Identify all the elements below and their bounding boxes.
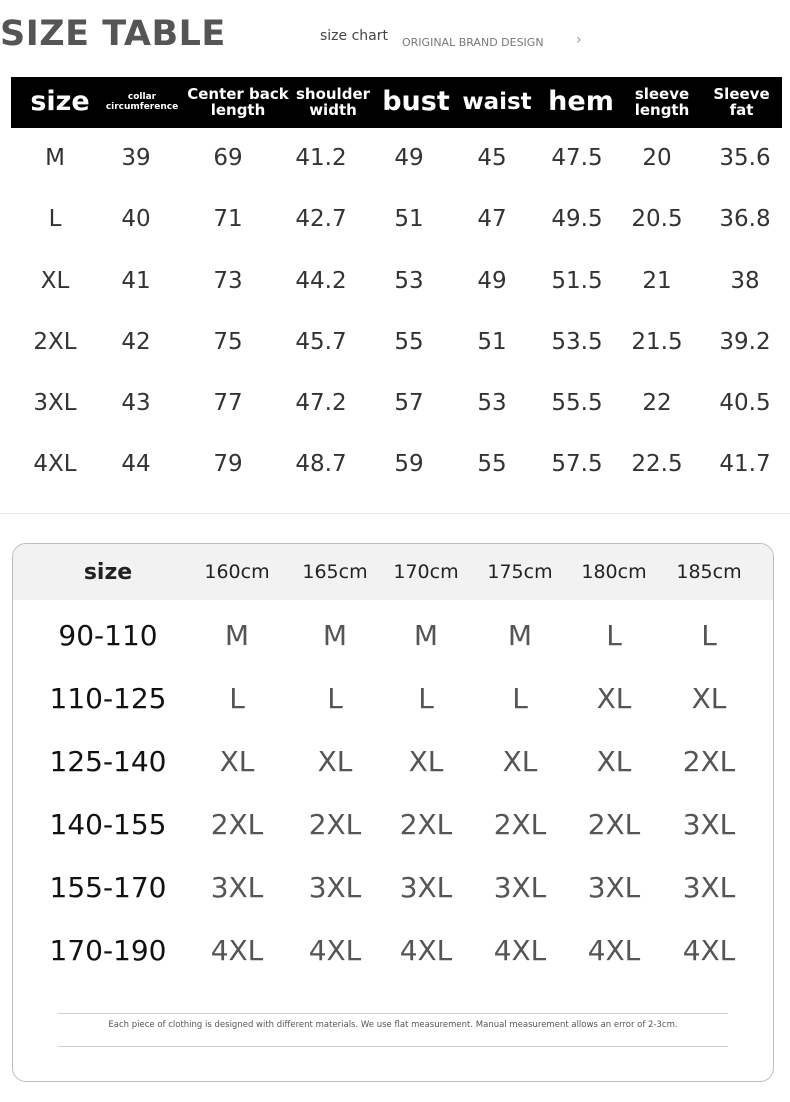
- recommended-size-cell: 2XL: [210, 808, 264, 841]
- recommended-size-cell: M: [322, 619, 348, 652]
- measurement-cell: 35.6: [719, 144, 771, 171]
- column-header-sleeve-length: sleeve length: [634, 84, 690, 119]
- weight-range-cell: 125-140: [49, 745, 167, 778]
- recommended-size-cell: 3XL: [308, 871, 362, 904]
- recommended-size-cell: 4XL: [682, 934, 736, 967]
- recommended-size-cell: 3XL: [493, 871, 547, 904]
- measurement-cell: 49: [477, 267, 507, 294]
- measurement-cell: 55: [394, 328, 424, 355]
- measurement-cell: 41.7: [719, 450, 771, 477]
- measurement-cell: 43: [121, 389, 151, 416]
- measurement-cell: 20.5: [631, 205, 683, 232]
- measurement-cell: 51: [394, 205, 424, 232]
- recommendation-table-header: [13, 544, 773, 600]
- table-row: [0, 250, 790, 311]
- size-chart-label: size chart: [320, 28, 388, 44]
- measurement-cell: 49: [394, 144, 424, 171]
- measurement-cell: 40.5: [719, 389, 771, 416]
- measurement-cell: 69: [213, 144, 243, 171]
- page-title: SIZE TABLE: [0, 14, 226, 54]
- measurement-footnote: [58, 1013, 728, 1047]
- measurement-cell: 36.8: [719, 205, 771, 232]
- size-cell: 3XL: [33, 389, 77, 416]
- recommended-size-cell: 3XL: [682, 808, 736, 841]
- recommended-size-cell: L: [701, 619, 717, 652]
- measurement-cell: 51.5: [551, 267, 603, 294]
- section-divider: [0, 513, 790, 514]
- measurement-cell: 79: [213, 450, 243, 477]
- weight-range-cell: 155-170: [49, 871, 167, 904]
- measurement-cell: 59: [394, 450, 424, 477]
- measurement-cell: 42.7: [295, 205, 347, 232]
- recommended-size-cell: XL: [596, 745, 632, 778]
- measurement-table-header: [11, 77, 782, 128]
- recommended-size-cell: 2XL: [493, 808, 547, 841]
- recommended-size-cell: M: [224, 619, 250, 652]
- measurement-cell: 53: [394, 267, 424, 294]
- table-row: [13, 667, 773, 730]
- measurement-cell: 40: [121, 205, 151, 232]
- recommended-size-cell: XL: [317, 745, 353, 778]
- recommended-size-cell: 4XL: [493, 934, 547, 967]
- table-row: [0, 188, 790, 249]
- recommended-size-cell: 2XL: [587, 808, 641, 841]
- size-cell: XL: [40, 267, 70, 294]
- recommended-size-cell: XL: [219, 745, 255, 778]
- recommended-size-cell: M: [507, 619, 533, 652]
- measurement-cell: 39: [121, 144, 151, 171]
- measurement-cell: 41: [121, 267, 151, 294]
- measurement-cell: 71: [213, 205, 243, 232]
- recommended-size-cell: 3XL: [682, 871, 736, 904]
- recommended-size-cell: L: [418, 682, 434, 715]
- measurement-cell: 75: [213, 328, 243, 355]
- recommended-size-cell: 3XL: [210, 871, 264, 904]
- measurement-cell: 53.5: [551, 328, 603, 355]
- column-header-waist: waist: [462, 89, 532, 116]
- column-header-size: size: [83, 559, 133, 585]
- column-header-height: 165cm: [302, 561, 368, 583]
- recommended-size-cell: XL: [691, 682, 727, 715]
- recommended-size-cell: XL: [596, 682, 632, 715]
- table-row: [0, 372, 790, 433]
- column-header-height: 160cm: [204, 561, 270, 583]
- recommended-size-cell: L: [606, 619, 622, 652]
- recommended-size-cell: XL: [502, 745, 538, 778]
- measurement-cell: 45: [477, 144, 507, 171]
- table-row: [13, 604, 773, 667]
- table-row: [0, 433, 790, 494]
- column-header-height: 185cm: [676, 561, 742, 583]
- measurement-cell: 73: [213, 267, 243, 294]
- measurement-cell: 21: [642, 267, 672, 294]
- measurement-cell: 21.5: [631, 328, 683, 355]
- measurement-cell: 44: [121, 450, 151, 477]
- measurement-cell: 47.5: [551, 144, 603, 171]
- size-cell: L: [48, 205, 62, 232]
- measurement-cell: 51: [477, 328, 507, 355]
- table-row: [13, 919, 773, 982]
- measurement-cell: 44.2: [295, 267, 347, 294]
- measurement-cell: 53: [477, 389, 507, 416]
- brand-label: ORIGINAL BRAND DESIGN: [402, 36, 544, 49]
- measurement-cell: 20: [642, 144, 672, 171]
- measurement-cell: 57.5: [551, 450, 603, 477]
- table-row: [0, 311, 790, 372]
- measurement-cell: 49.5: [551, 205, 603, 232]
- recommended-size-cell: L: [327, 682, 343, 715]
- recommended-size-cell: 4XL: [587, 934, 641, 967]
- table-row: [0, 127, 790, 188]
- recommended-size-cell: 3XL: [399, 871, 453, 904]
- column-header-sleeve-fat: Sleeve fat: [713, 84, 770, 119]
- weight-range-cell: 170-190: [49, 934, 167, 967]
- column-header-bust: bust: [382, 86, 450, 118]
- measurement-cell: 42: [121, 328, 151, 355]
- measurement-cell: 41.2: [295, 144, 347, 171]
- recommended-size-cell: XL: [408, 745, 444, 778]
- recommended-size-cell: 4XL: [399, 934, 453, 967]
- table-row: [13, 856, 773, 919]
- measurement-cell: 57: [394, 389, 424, 416]
- recommended-size-cell: M: [413, 619, 439, 652]
- measurement-cell: 77: [213, 389, 243, 416]
- column-header-size: size: [30, 86, 90, 118]
- recommended-size-cell: 4XL: [308, 934, 362, 967]
- measurement-cell: 47.2: [295, 389, 347, 416]
- column-header-shoulder: shoulder width: [295, 84, 371, 119]
- recommended-size-cell: L: [229, 682, 245, 715]
- measurement-cell: 38: [730, 267, 760, 294]
- recommended-size-cell: 2XL: [308, 808, 362, 841]
- recommended-size-cell: 4XL: [210, 934, 264, 967]
- weight-range-cell: 140-155: [49, 808, 167, 841]
- chevron-right-icon: ›: [576, 32, 582, 48]
- table-row: [13, 793, 773, 856]
- recommended-size-cell: 2XL: [399, 808, 453, 841]
- measurement-cell: 39.2: [719, 328, 771, 355]
- column-header-center-back: Center back length: [187, 84, 289, 119]
- size-cell: 2XL: [33, 328, 77, 355]
- measurement-cell: 47: [477, 205, 507, 232]
- column-header-collar: collar circumference: [105, 92, 179, 112]
- column-header-height: 175cm: [487, 561, 553, 583]
- size-cell: 4XL: [33, 450, 77, 477]
- column-header-height: 180cm: [581, 561, 647, 583]
- weight-range-cell: 110-125: [49, 682, 167, 715]
- recommended-size-cell: L: [512, 682, 528, 715]
- weight-range-cell: 90-110: [58, 619, 158, 652]
- recommended-size-cell: 3XL: [587, 871, 641, 904]
- footnote-text: Each piece of clothing is designed with different materials. We use flat measurement. Manual measurement allows an error of 2-3cm.: [108, 1020, 678, 1030]
- recommended-size-cell: 2XL: [682, 745, 736, 778]
- table-row: [13, 730, 773, 793]
- measurement-cell: 22.5: [631, 450, 683, 477]
- measurement-cell: 55: [477, 450, 507, 477]
- column-header-hem: hem: [548, 86, 614, 118]
- measurement-cell: 55.5: [551, 389, 603, 416]
- measurement-cell: 48.7: [295, 450, 347, 477]
- size-cell: M: [45, 144, 65, 171]
- measurement-cell: 45.7: [295, 328, 347, 355]
- size-recommendation-table: [12, 543, 774, 1082]
- column-header-height: 170cm: [393, 561, 459, 583]
- measurement-cell: 22: [642, 389, 672, 416]
